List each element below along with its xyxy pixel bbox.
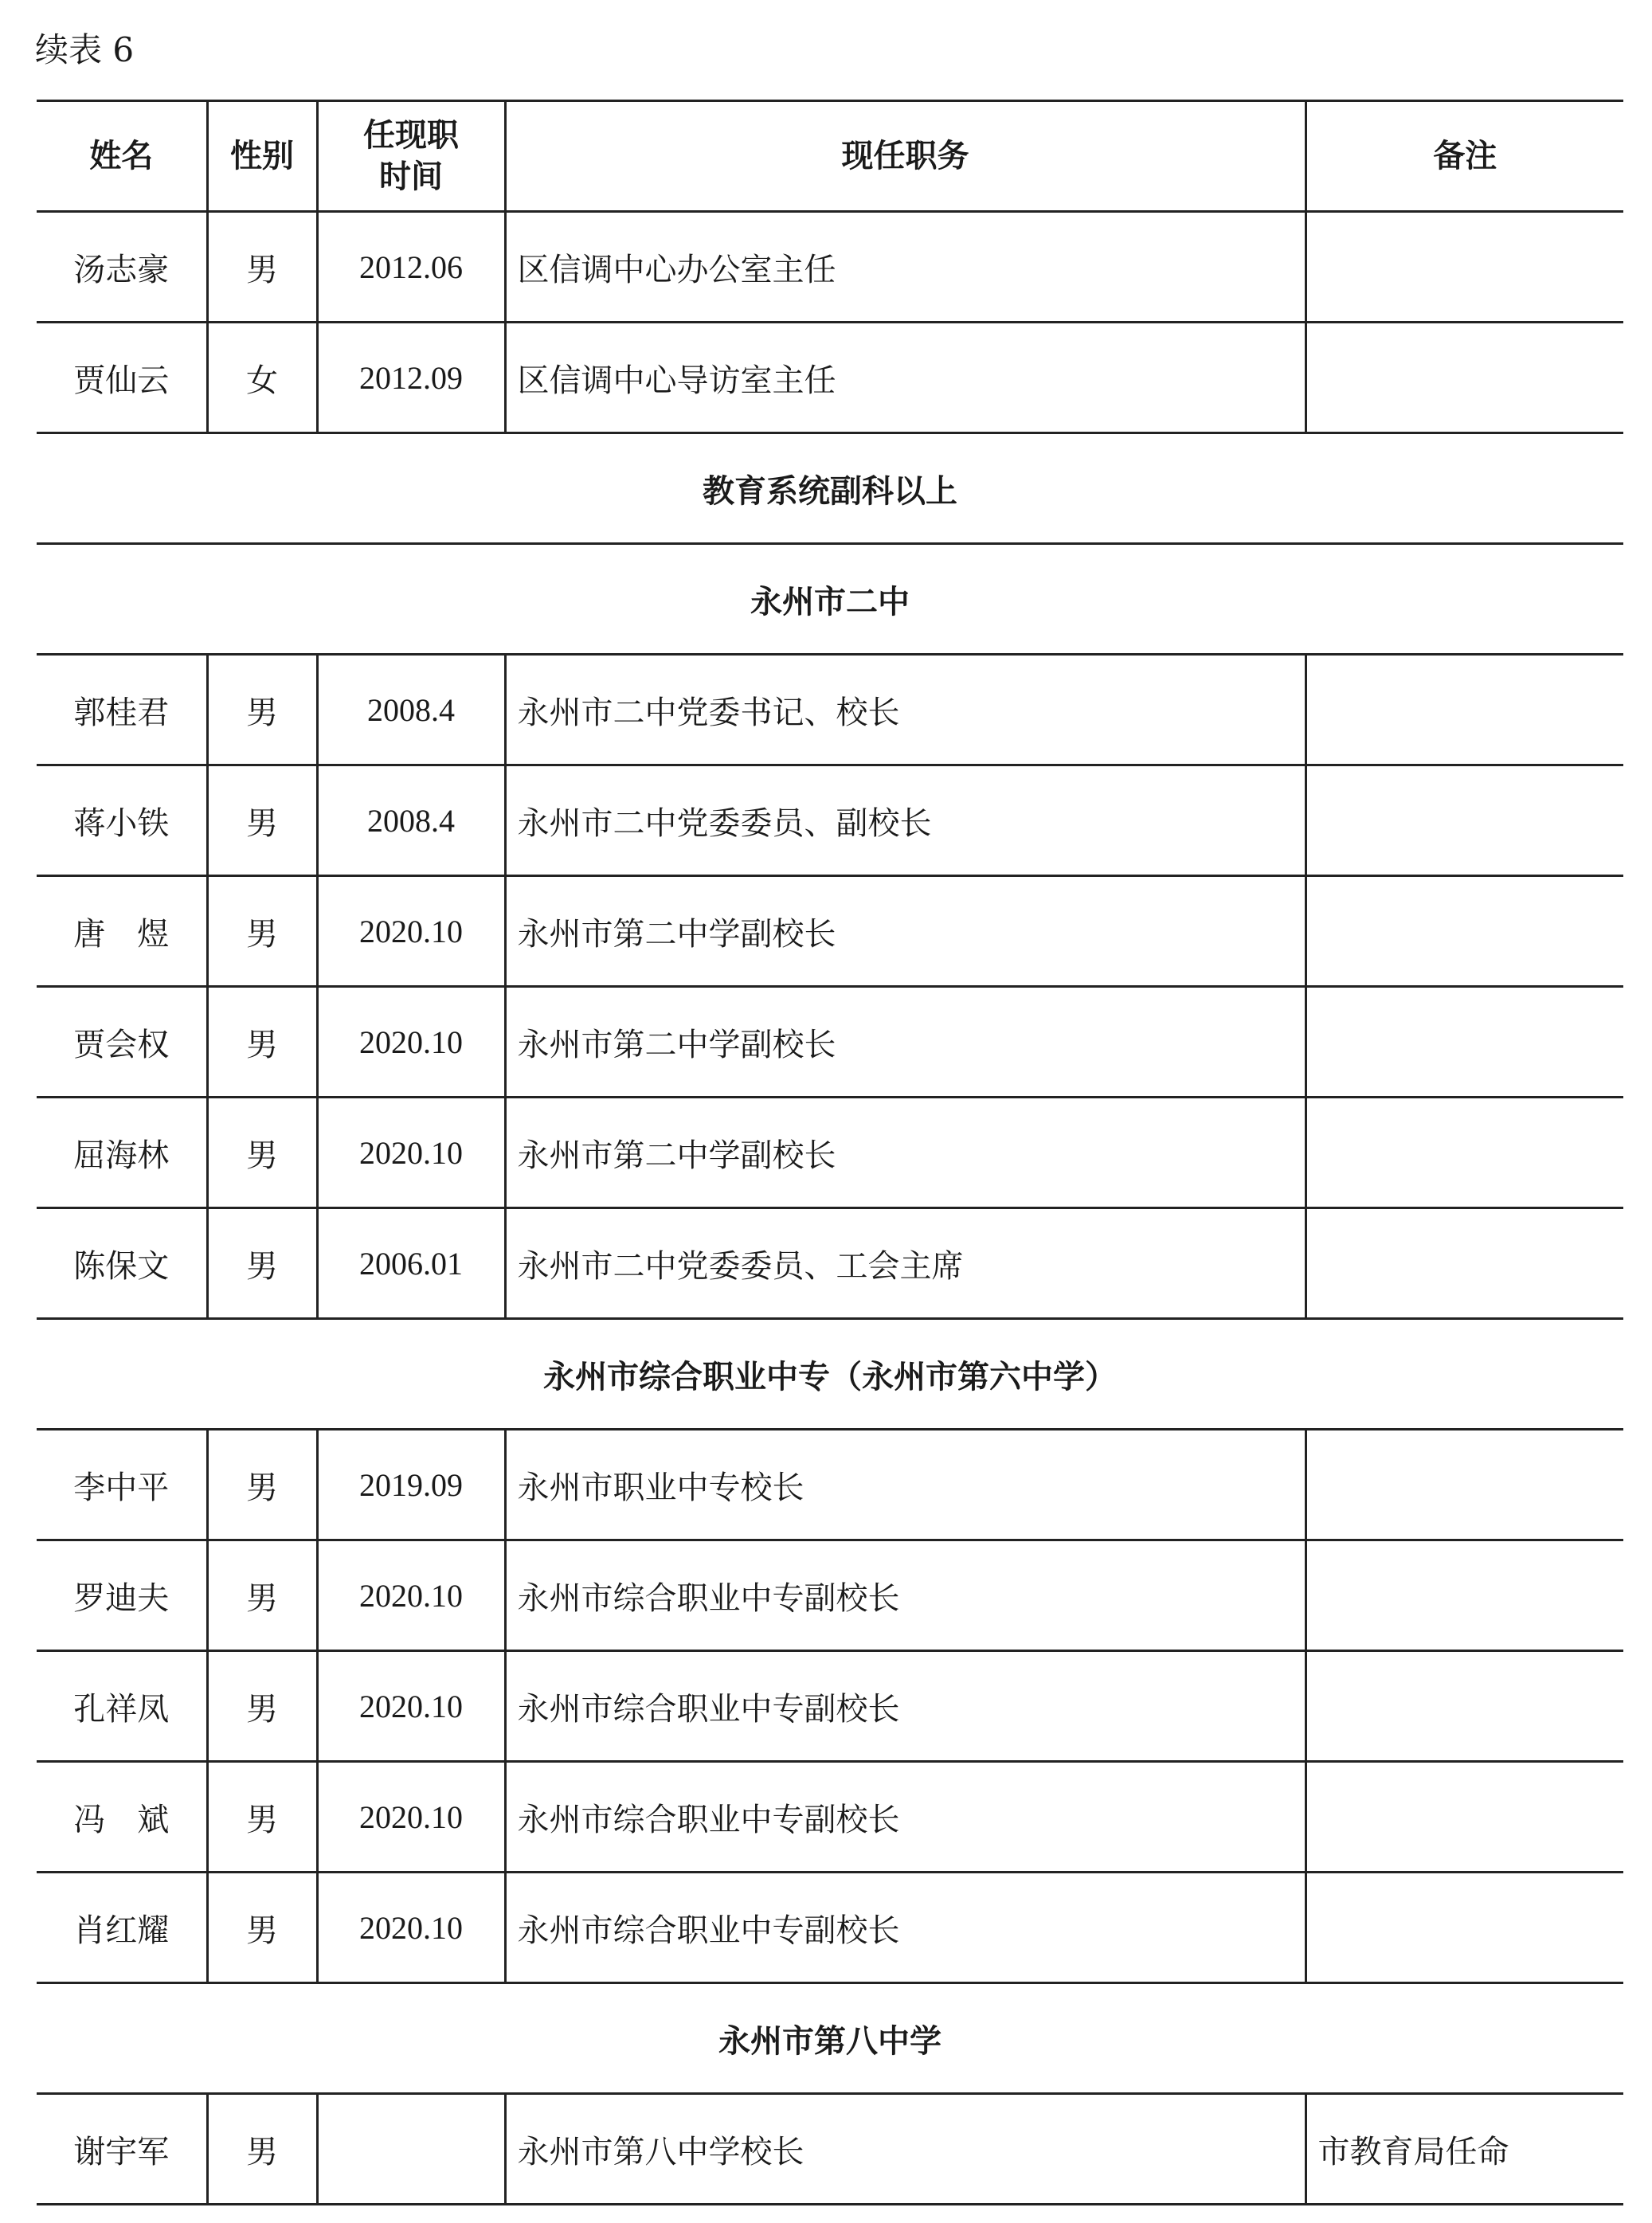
cell-note: [1306, 1540, 1623, 1651]
cell-sex: 男: [207, 1873, 317, 1983]
cell-note: [1306, 1651, 1623, 1762]
cell-name: 李中平: [37, 1430, 207, 1540]
cell-position: 永州市综合职业中专副校长: [505, 1762, 1306, 1873]
cell-note: [1306, 987, 1623, 1098]
cell-position: 永州市第二中学副校长: [505, 987, 1306, 1098]
cell-position: 永州市二中党委委员、工会主席: [505, 1208, 1306, 1319]
cell-note: [1306, 1762, 1623, 1873]
table-row: [37, 1540, 1623, 1651]
cell-sex: 男: [207, 1430, 317, 1540]
table-row: [37, 1762, 1623, 1873]
cell-date: 2020.10: [317, 1873, 505, 1983]
table-row: [37, 1651, 1623, 1762]
cell-sex: 男: [207, 987, 317, 1098]
table-caption: 续表 6: [35, 30, 135, 69]
cell-note: [1306, 765, 1623, 876]
cell-date: [317, 2094, 505, 2205]
header-note: 备注: [1433, 138, 1497, 174]
cell-position: 永州市二中党委委员、副校长: [505, 765, 1306, 876]
cell-date: 2020.10: [317, 1762, 505, 1873]
cell-sex: 男: [207, 1651, 317, 1762]
table-row: [37, 1098, 1623, 1208]
cell-sex: 女: [207, 323, 317, 433]
cell-date: 2008.4: [317, 765, 505, 876]
cell-name: 罗迪夫: [37, 1540, 207, 1651]
cell-note: 市教育局任命: [1317, 2133, 1509, 2170]
cell-name: 谢宇军: [37, 2094, 207, 2205]
cell-name: 孔祥凤: [37, 1651, 207, 1762]
header-date: [317, 101, 505, 212]
header-date-line2: 时间: [379, 159, 443, 195]
cell-sex: 男: [207, 655, 317, 765]
cell-position: 区信调中心导访室主任: [505, 323, 1306, 433]
table-row: [37, 212, 1623, 323]
section-main-title: 教育系统副科以上: [703, 472, 957, 510]
cell-position: 区信调中心办公室主任: [505, 212, 1306, 323]
cell-note: [1306, 1098, 1623, 1208]
cell-sex: 男: [207, 765, 317, 876]
cell-name: 陈保文: [37, 1208, 207, 1319]
cell-position: 永州市职业中专校长: [505, 1430, 1306, 1540]
cell-date: 2020.10: [317, 987, 505, 1098]
cell-date: 2020.10: [317, 876, 505, 987]
cell-sex: 男: [207, 1762, 317, 1873]
cell-name: 冯 斌: [37, 1762, 207, 1873]
cell-position: 永州市综合职业中专副校长: [505, 1651, 1306, 1762]
cell-date: 2019.09: [317, 1430, 505, 1540]
section-heading-row: [37, 544, 1623, 655]
cell-note: [1306, 1873, 1623, 1983]
cell-position: 永州市第二中学副校长: [505, 876, 1306, 987]
cell-date: 2006.01: [317, 1208, 505, 1319]
cell-name: 唐 煜: [37, 876, 207, 987]
cell-date: 2012.06: [317, 212, 505, 323]
cell-date: 2008.4: [317, 655, 505, 765]
cell-sex: 男: [207, 1098, 317, 1208]
header-row: [37, 101, 1623, 212]
cell-sex: 男: [207, 2094, 317, 2205]
cell-name: 郭桂君: [37, 655, 207, 765]
cell-note: [1306, 1208, 1623, 1319]
cell-note: [1306, 876, 1623, 987]
table-row: [37, 655, 1623, 765]
cell-position: 永州市第二中学副校长: [505, 1098, 1306, 1208]
table-row: [37, 765, 1623, 876]
table-row: [37, 1873, 1623, 1983]
table-row: [37, 1430, 1623, 1540]
cell-note: [1306, 323, 1623, 433]
table-row: [37, 987, 1623, 1098]
cell-name: 肖红耀: [37, 1873, 207, 1983]
cell-position: 永州市第八中学校长: [505, 2094, 1306, 2205]
cell-name: 汤志豪: [37, 212, 207, 323]
cell-position: 永州市综合职业中专副校长: [505, 1540, 1306, 1651]
section-heading-row: [37, 1319, 1623, 1430]
cell-position: 永州市综合职业中专副校长: [505, 1873, 1306, 1983]
cell-note: [1306, 655, 1623, 765]
table-row: [37, 2094, 1623, 2205]
section-heading-row: [37, 1983, 1623, 2094]
cell-sex: 男: [207, 876, 317, 987]
header-name: 姓名: [37, 101, 207, 212]
cell-date: 2020.10: [317, 1651, 505, 1762]
cell-sex: 男: [207, 212, 317, 323]
cell-name: 屈海林: [37, 1098, 207, 1208]
table-row: [37, 323, 1623, 433]
cell-note: [1306, 212, 1623, 323]
cell-position: 永州市二中党委书记、校长: [505, 655, 1306, 765]
cell-name: 蒋小铁: [37, 765, 207, 876]
section-title: 永州市二中: [750, 583, 910, 620]
header-date-line1: 任现职: [363, 117, 459, 154]
cell-date: 2020.10: [317, 1540, 505, 1651]
cell-date: 2012.09: [317, 323, 505, 433]
personnel-table: [37, 100, 1623, 2205]
cell-name: 贾会权: [37, 987, 207, 1098]
cell-sex: 男: [207, 1540, 317, 1651]
cell-name: 贾仙云: [37, 323, 207, 433]
header-position: 现任职务: [505, 101, 1306, 212]
section-title: 永州市综合职业中专（永州市第六中学）: [543, 1358, 1117, 1395]
section-title: 永州市第八中学: [718, 2022, 941, 2060]
table-row: [37, 876, 1623, 987]
cell-date: 2020.10: [317, 1098, 505, 1208]
cell-sex: 男: [207, 1208, 317, 1319]
table-row: [37, 1208, 1623, 1319]
cell-note: [1306, 1430, 1623, 1540]
header-sex: 性别: [207, 101, 317, 212]
section-heading-row: [37, 433, 1623, 544]
